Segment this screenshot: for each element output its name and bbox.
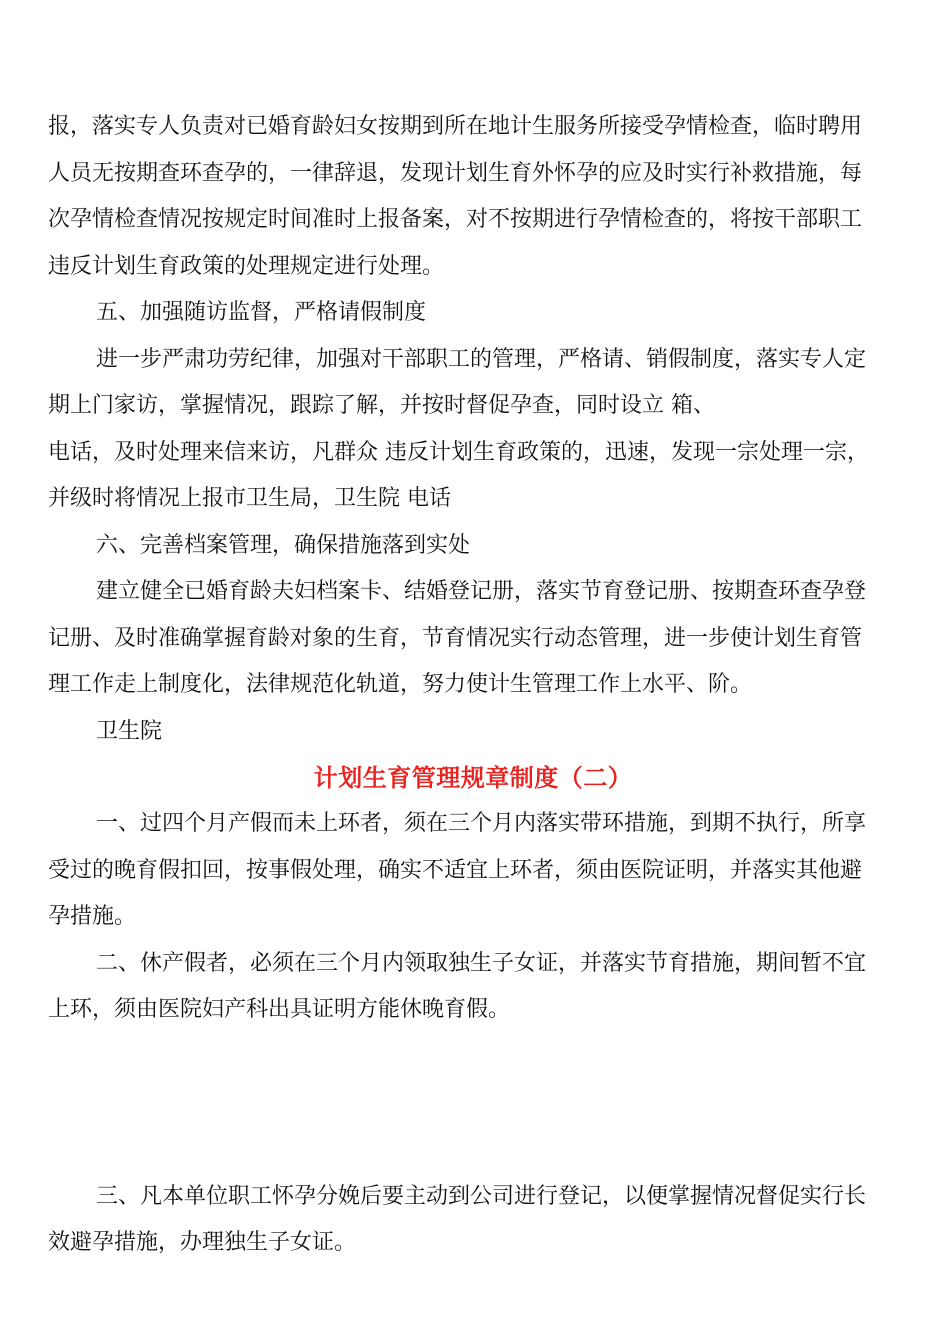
section-title: 计划生育管理规章制度（二） — [313, 763, 633, 792]
section5-paragraph — [48, 337, 898, 523]
text-line: 记册、及时准确掌握育龄对象的生育，节育情况实行动态管理，进一步使计划生育管 — [48, 625, 863, 651]
rule3-paragraph — [48, 1174, 898, 1267]
blank-space — [48, 1034, 898, 1174]
section6-paragraph — [48, 569, 898, 709]
intro-paragraph — [48, 104, 898, 290]
text-line: 报，落实专人负责对已婚育龄妇女按期到所在地计生服务所接受孕情检查，临时聘用 — [48, 114, 863, 139]
text-line: 上环，须由医院妇产科出具证明方能休晚育假。 — [48, 997, 511, 1022]
text-line: 进一步严肃功劳纪律，加强对干部职工的管理，严格请、销假制度，落实专人定 — [96, 346, 867, 372]
text-line: 理工作走上制度化，法律规范化轨道，努力使计生管理工作上水平、阶。 — [48, 672, 753, 697]
text-line: 建立健全已婚育龄夫妇档案卡、结婚登记册，落实节育登记册、按期查环查孕登 — [96, 579, 867, 604]
text-line: 人员无按期查环查孕的，一律辞退，发现计划生育外怀孕的应及时实行补救措施，每 — [48, 160, 863, 186]
text-line: 孕措施。 — [48, 904, 137, 929]
text-line: 受过的晚育假扣回，按事假处理，确实不适宜上环者，须由医院证明，并落实其他避 — [48, 857, 863, 883]
text-line: 一、过四个月产假而未上环者，须在三个月内落实带环措施，到期不执行，所享 — [96, 811, 867, 836]
text-line: 并级时将情况上报市卫生局，卫生院 电话 — [48, 486, 451, 511]
text-line: 违反计划生育政策的处理规定进行处理。 — [48, 253, 445, 279]
text-line: 效避孕措施，办理独生子女证。 — [48, 1230, 357, 1255]
text-line: 三、凡本单位职工怀孕分娩后要主动到公司进行登记，以便掌握情况督促实行长 — [96, 1183, 867, 1209]
text-line: 电话，及时处理来信来访，凡群众 违反计划生育政策的，迅速，发现一宗处理一宗， — [48, 439, 869, 465]
document-page — [48, 104, 898, 1267]
signature: 卫生院 — [96, 718, 163, 744]
text-line: 次孕情检查情况按规定时间准时上报备案，对不按期进行孕情检查的，将按干部职工 — [48, 207, 863, 232]
text-line: 二、休产假者，必须在三个月内领取独生子女证，并落实节育措施，期间暂不宜 — [96, 950, 867, 976]
text-line: 期上门家访，掌握情况，跟踪了解，并按时督促孕查，同时设立 箱、 — [48, 393, 715, 418]
rule2-paragraph — [48, 941, 898, 1034]
rule1-paragraph — [48, 801, 898, 941]
section6-heading: 六、完善档案管理，确保措施落到实处 — [96, 532, 471, 558]
section5-heading: 五、加强随访监督，严格请假制度 — [96, 300, 427, 325]
